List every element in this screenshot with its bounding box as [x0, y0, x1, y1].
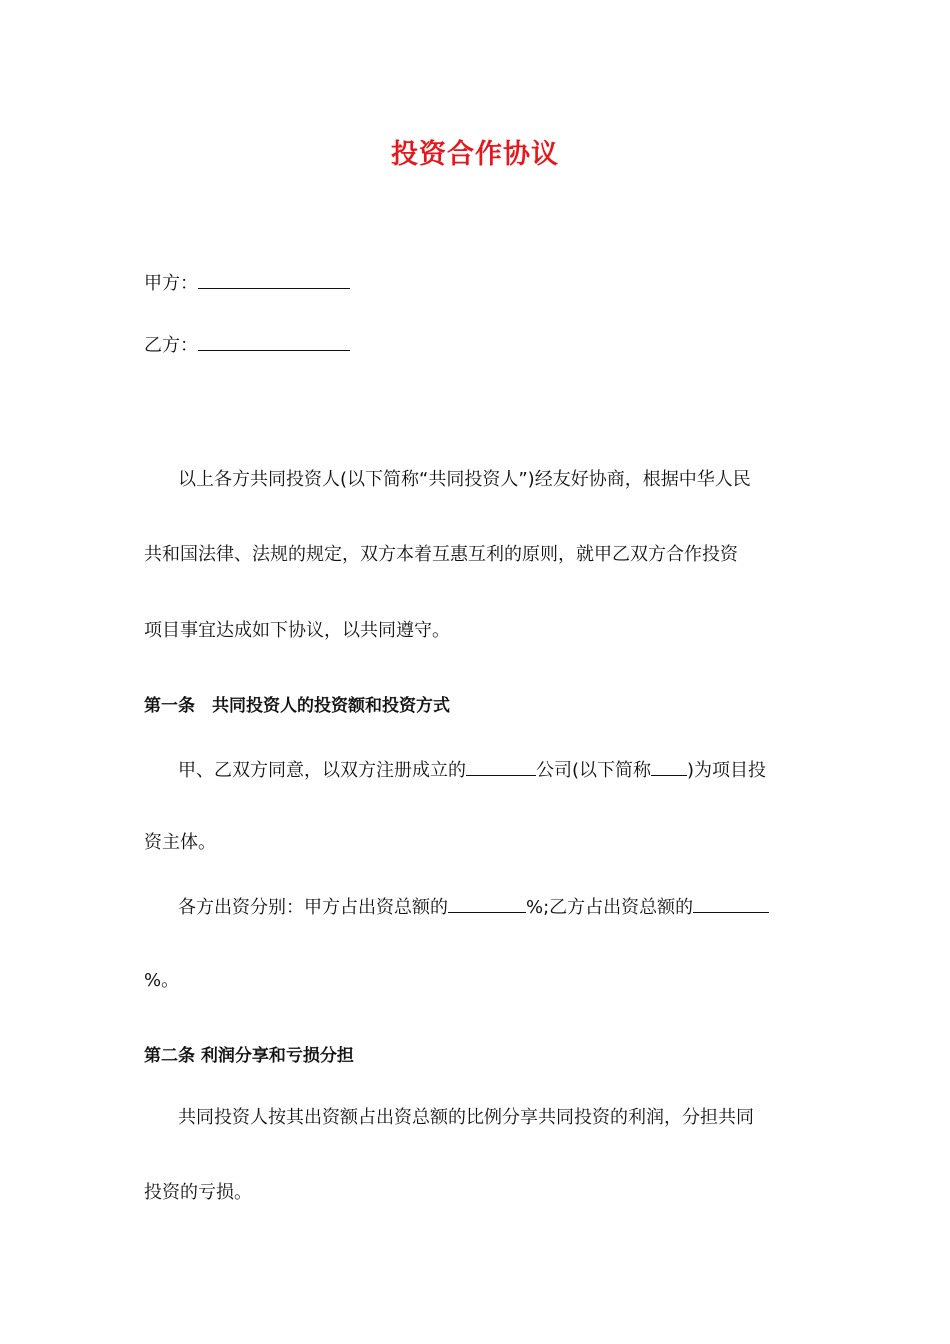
- document-title: 投资合作协议: [391, 139, 559, 170]
- article-1-ratio-a-text: 各方出资分别：甲方占出资总额的: [178, 897, 448, 918]
- article-1-ratio-b-text: %;乙方占出资总额的: [526, 897, 694, 918]
- article-2-paragraph-line-2: 投资的亏损。: [144, 1182, 252, 1203]
- party-a-blank: [198, 270, 350, 289]
- article-2-heading: 第二条 利润分享和亏损分担: [144, 1046, 354, 1066]
- article-1-text-c: )为项目投: [687, 760, 767, 781]
- party-a-line: [144, 270, 350, 297]
- article-1-text-a: 甲、乙双方同意，以双方注册成立的: [178, 760, 466, 781]
- party-b-blank: [198, 332, 350, 351]
- company-name-blank: [466, 755, 536, 776]
- party-a-ratio-blank: [448, 892, 526, 913]
- intro-line-3: 项目事宜达成如下协议，以共同遵守。: [144, 620, 450, 641]
- party-b-ratio-blank: [693, 892, 769, 913]
- article-1-paragraph-2: [144, 892, 808, 922]
- company-abbr-blank: [651, 755, 687, 776]
- article-1-paragraph-1: [144, 755, 808, 785]
- article-1-text-b: 公司(以下简称: [536, 760, 652, 781]
- intro-line-2: 共和国法律、法规的规定，双方本着互惠互利的原则，就甲乙双方合作投资: [144, 544, 738, 565]
- article-1-paragraph-2-line-2: %。: [144, 970, 180, 991]
- party-b-label: 乙方：: [144, 335, 198, 356]
- article-2-paragraph-line-1: 共同投资人按其出资额占出资总额的比例分享共同投资的利润，分担共同: [178, 1107, 754, 1128]
- party-b-line: [144, 332, 350, 359]
- intro-line-1: 以上各方共同投资人(以下简称“共同投资人”)经友好协商，根据中华人民: [178, 469, 751, 490]
- party-a-label: 甲方：: [144, 273, 198, 294]
- article-1-paragraph-1-line-2: 资主体。: [144, 832, 216, 853]
- article-1-heading: 第一条 共同投资人的投资额和投资方式: [144, 696, 450, 716]
